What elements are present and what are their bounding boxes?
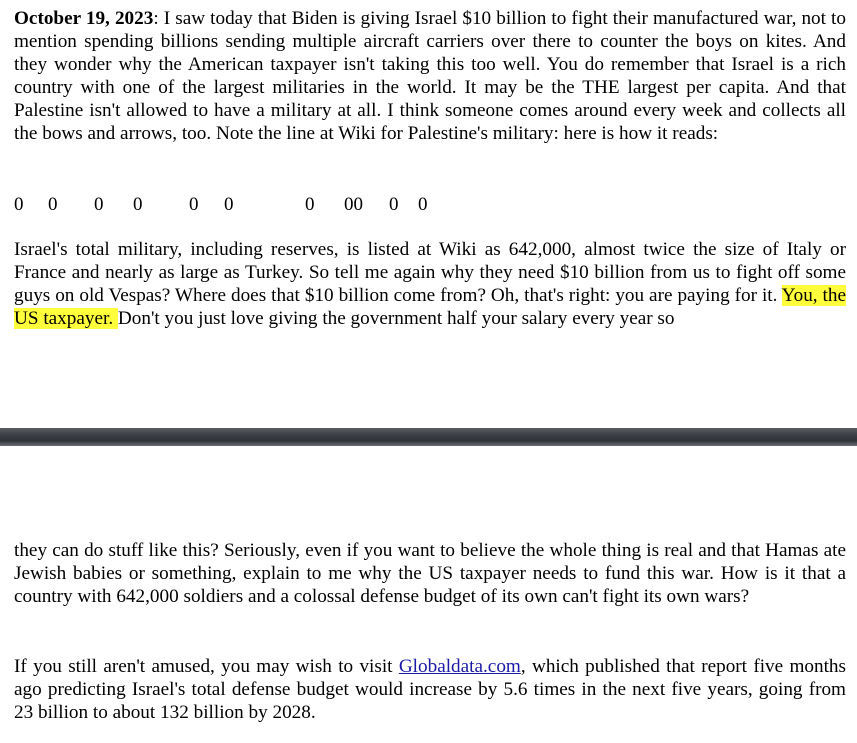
paragraph-israel-military: [14, 238, 846, 330]
zero-cell: 0: [389, 194, 399, 215]
paragraph-globaldata: [14, 655, 846, 724]
paragraph-pre: If you still aren't amused, you may wish to visit: [14, 656, 399, 677]
page-break-separator: [0, 428, 857, 446]
globaldata-link[interactable]: Globaldata.com: [398, 656, 521, 677]
paragraph-post: , which published that report five months ago predicting Israel's total defense budget would increase by 5.6 times in the next five years, going from 23 billion to about 132 billion by 2028.: [14, 656, 846, 723]
paragraph-tail: Don't you just love giving the government half your salary every year so: [117, 308, 675, 329]
paragraph-october-19: [14, 7, 846, 145]
zero-cell: 0: [94, 194, 104, 215]
paragraph-text: : I saw today that Biden is giving Israel $10 billion to fight their manufactured war, not to mention spending billions sending multiple aircraft carriers over there to counter the boys on kites. And they wonder why the American taxpayer isn't taking this too well. You do remember that Israel is a rich country with one of the largest militaries in the world. It may be the THE largest per capita. And that Palestine isn't allowed to have a military at all. I think someone comes around every week and collects all the bows and arrows, too. Note the line at Wiki for Palestine's military: here is how it reads:: [14, 8, 846, 144]
zero-cell: 0: [305, 194, 315, 215]
zero-cell: 00: [344, 194, 363, 215]
highlighted-text: You, the US taxpayer.: [14, 285, 846, 329]
paragraph-text: Israel's total military, including reserves, is listed at Wiki as 642,000, almost twice the size of Italy or France and nearly as large as Turkey. So tell me again why they need $10 billion from us to fight off some guys on old Vespas? Where does that $10 billion come from? Oh, that's right: you are paying for it.: [14, 239, 846, 306]
zero-cell: 0: [14, 194, 24, 215]
entry-date: October 19, 2023: [14, 8, 154, 29]
paragraph-text: they can do stuff like this? Seriously, even if you want to believe the whole thing is real and that Hamas ate Jewish babies or something, explain to me why the US taxpayer needs to fund this war. How is it that a country with 642,000 soldiers and a colossal defense budget of its own can't fight its own wars?: [14, 540, 846, 607]
zero-cell: 0: [48, 194, 58, 215]
zero-cell: 0: [133, 194, 143, 215]
zero-cell: 0: [418, 194, 428, 215]
zero-cell: 0: [189, 194, 199, 215]
paragraph-continuation: [14, 539, 846, 608]
zero-cell: 0: [224, 194, 234, 215]
palestine-military-row: [0, 194, 857, 218]
